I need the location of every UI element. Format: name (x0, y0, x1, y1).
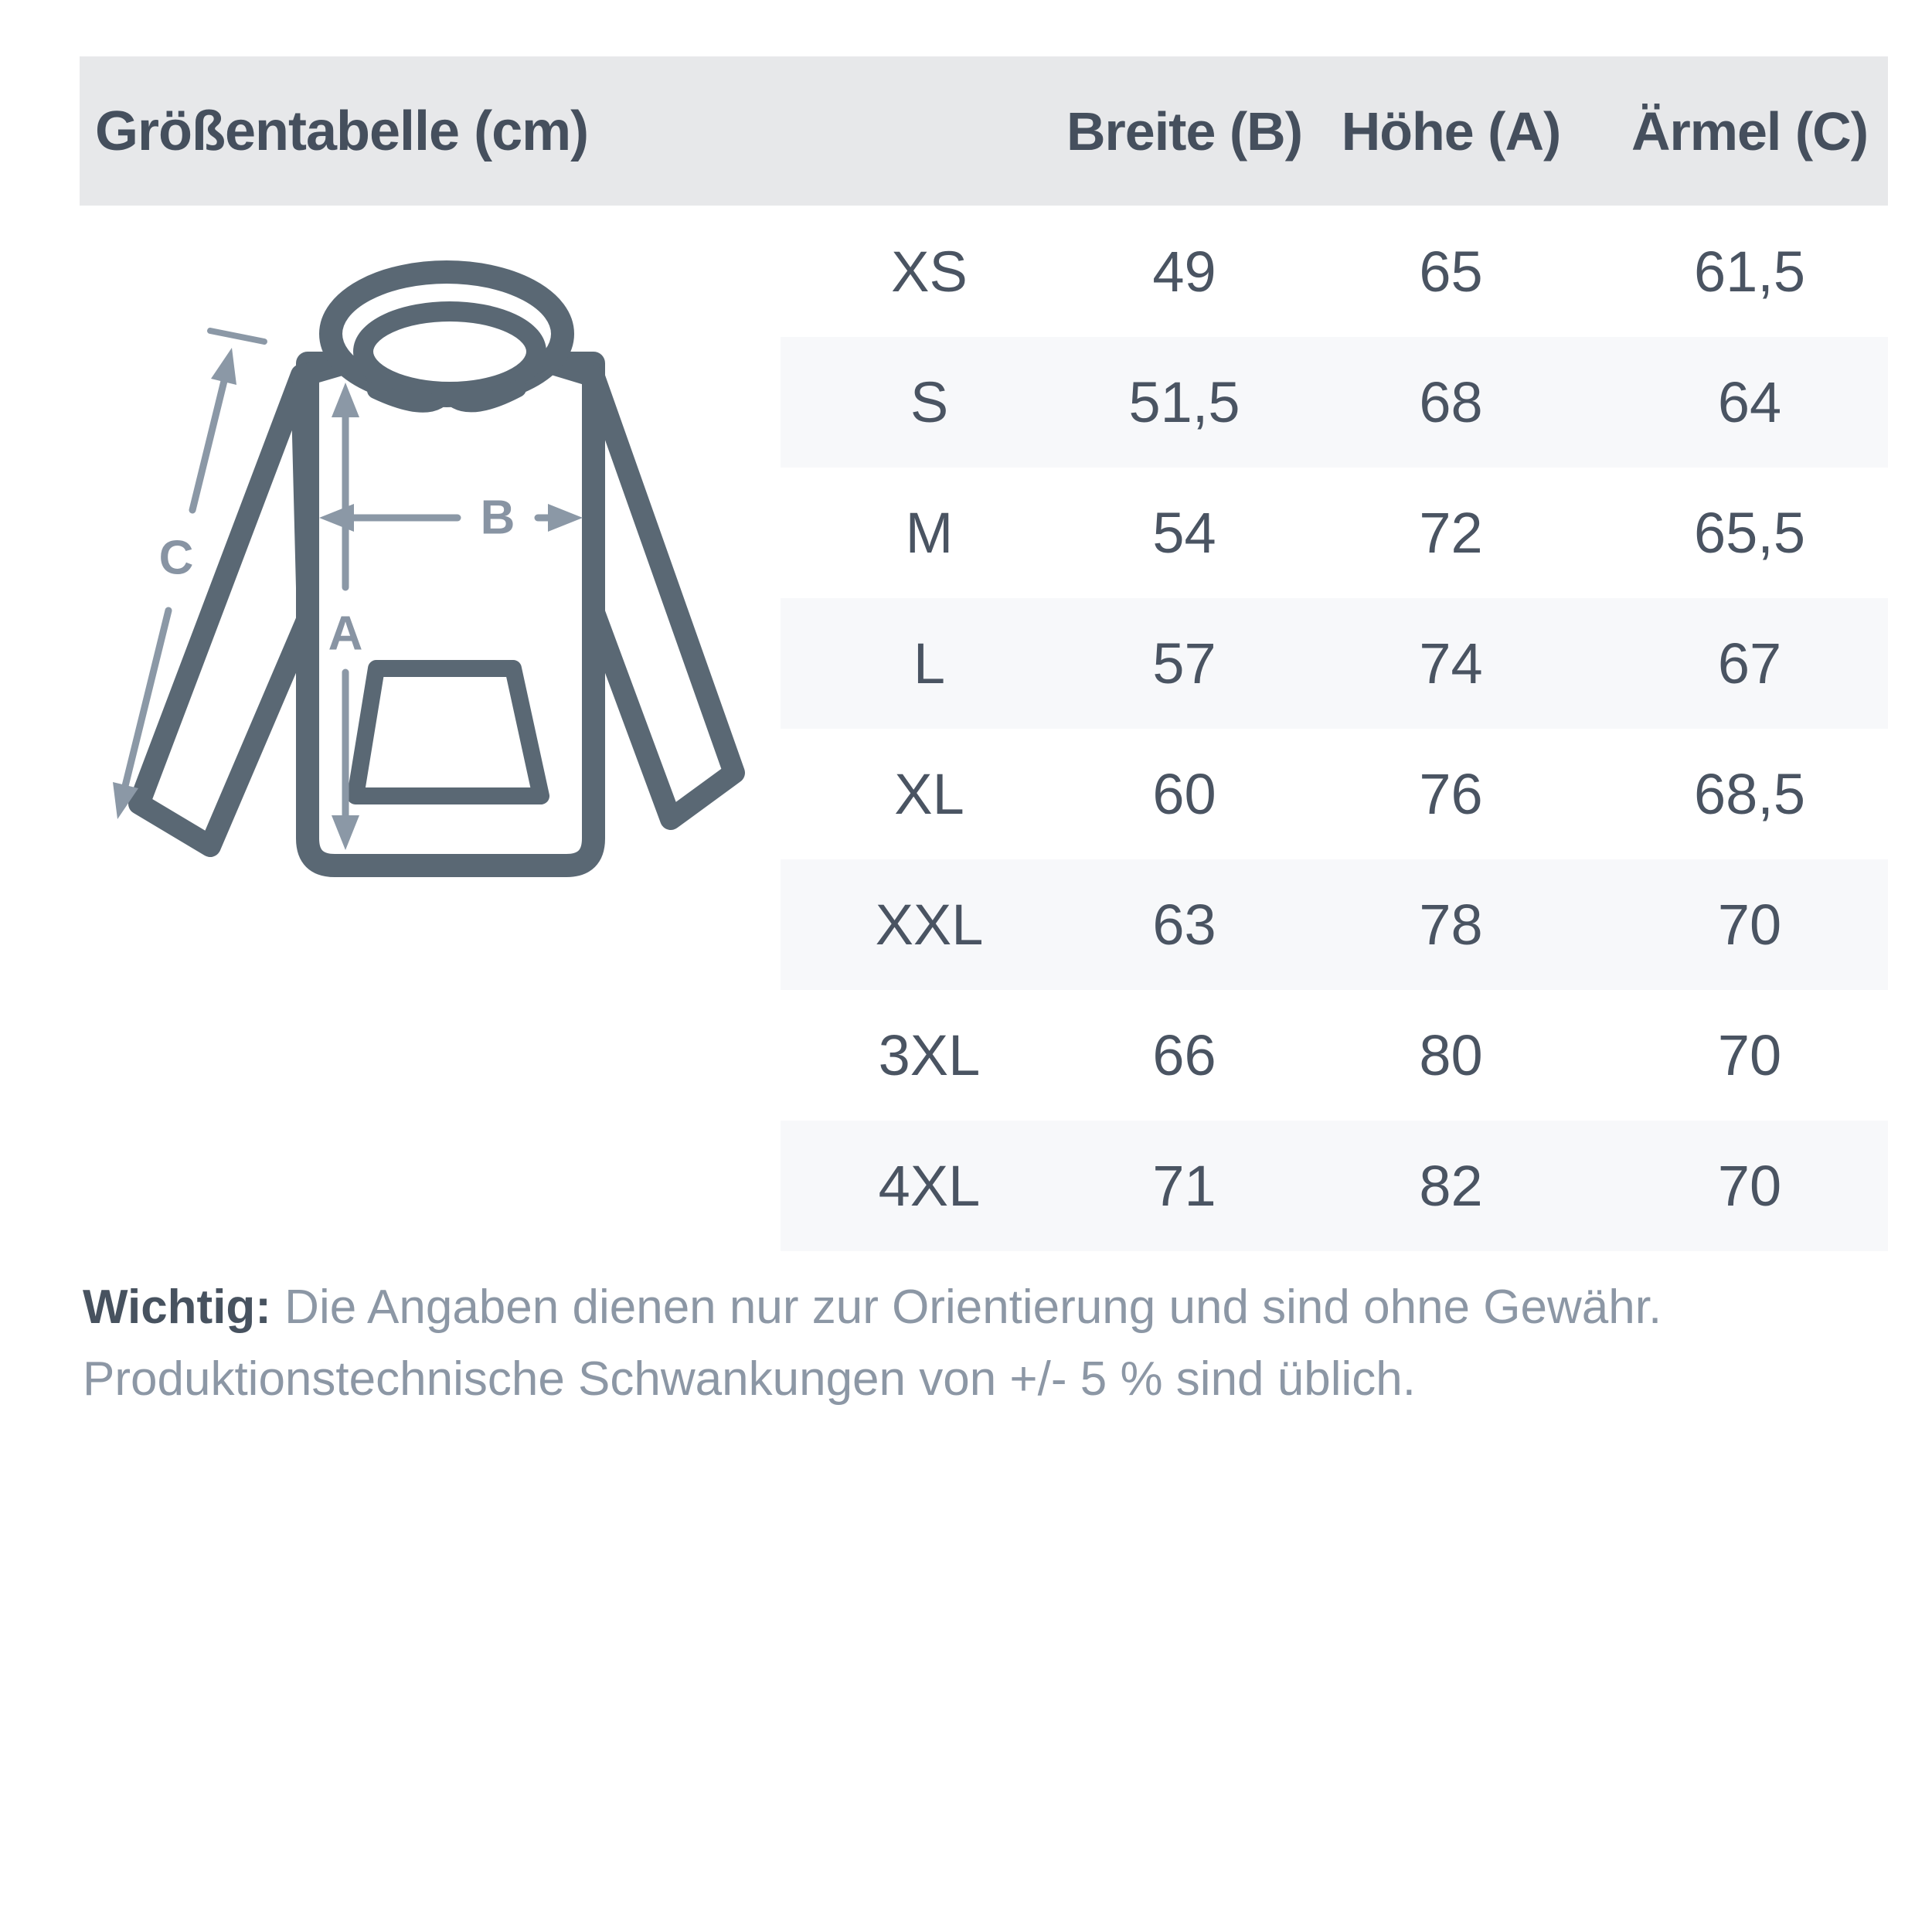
breite-cell: 51,5 (1128, 370, 1240, 434)
hoehe-cell: 80 (1419, 1023, 1483, 1087)
column-header-spacer (781, 56, 1078, 206)
table-row (781, 729, 1888, 859)
size-cell: L (913, 631, 946, 696)
footer-bold: Wichtig: (83, 1281, 271, 1334)
footer-line2: Produktionstechnische Schwankungen von +/- 5 % sind üblich. (83, 1352, 1416, 1406)
hoodie-collar (376, 389, 518, 404)
table-row (781, 598, 1888, 729)
size-cell: XXL (875, 893, 984, 957)
breite-cell: 60 (1152, 762, 1216, 826)
footer-line1-text: Die Angaben dienen nur zur Orientierung und sind ohne Gewähr. (270, 1281, 1662, 1334)
aermel-cell: 70 (1717, 1154, 1782, 1218)
column-header-aermel: Ärmel (C) (1631, 100, 1869, 162)
hoehe-cell: 78 (1419, 893, 1483, 957)
hoehe-cell: 68 (1419, 370, 1483, 434)
hoehe-cell: 72 (1419, 501, 1483, 565)
column-header-breite: Breite (B) (1066, 100, 1303, 162)
table-row (781, 859, 1888, 990)
table-row (781, 1121, 1888, 1251)
footer-line1 (83, 1271, 1883, 1343)
table-row (781, 468, 1888, 598)
label-b: B (480, 491, 515, 545)
footer-note (83, 1271, 1883, 1415)
size-cell: 3XL (878, 1023, 981, 1087)
hoehe-cell: 74 (1419, 631, 1483, 696)
breite-cell: 49 (1152, 240, 1216, 304)
size-cell: XL (894, 762, 964, 826)
label-a: A (328, 607, 363, 661)
size-chart-header (80, 56, 1888, 206)
hoodie-hood-inner (363, 311, 536, 392)
hoodie-right-sleeve (594, 375, 734, 819)
hoehe-cell: 76 (1419, 762, 1483, 826)
size-cell: 4XL (878, 1154, 981, 1218)
hoehe-cell: 82 (1419, 1154, 1483, 1218)
aermel-cell: 70 (1717, 1023, 1782, 1087)
size-cell: XS (891, 240, 968, 304)
size-cell: M (905, 501, 954, 565)
hoodie-left-sleeve (139, 375, 308, 846)
table-row (781, 337, 1888, 468)
hoodie-pocket (355, 668, 541, 796)
breite-cell: 66 (1152, 1023, 1216, 1087)
aermel-cell: 64 (1717, 370, 1782, 434)
size-cell: S (910, 370, 949, 434)
breite-cell: 57 (1152, 631, 1216, 696)
breite-cell: 71 (1152, 1154, 1216, 1218)
column-header-hoehe: Höhe (A) (1341, 100, 1561, 162)
page-title: Größentabelle (cm) (95, 100, 589, 162)
hoehe-cell: 65 (1419, 240, 1483, 304)
aermel-cell: 67 (1717, 631, 1782, 696)
table-row (781, 206, 1888, 337)
aermel-cell: 68,5 (1693, 762, 1806, 826)
size-table (781, 206, 1888, 1251)
hoodie-diagram (77, 232, 773, 904)
table-row (781, 990, 1888, 1121)
aermel-cell: 65,5 (1693, 501, 1806, 565)
label-c: C (158, 531, 194, 585)
breite-cell: 54 (1152, 501, 1216, 565)
aermel-cell: 61,5 (1693, 240, 1806, 304)
aermel-cell: 70 (1717, 893, 1782, 957)
breite-cell: 63 (1152, 893, 1216, 957)
column-headers (781, 56, 1888, 206)
